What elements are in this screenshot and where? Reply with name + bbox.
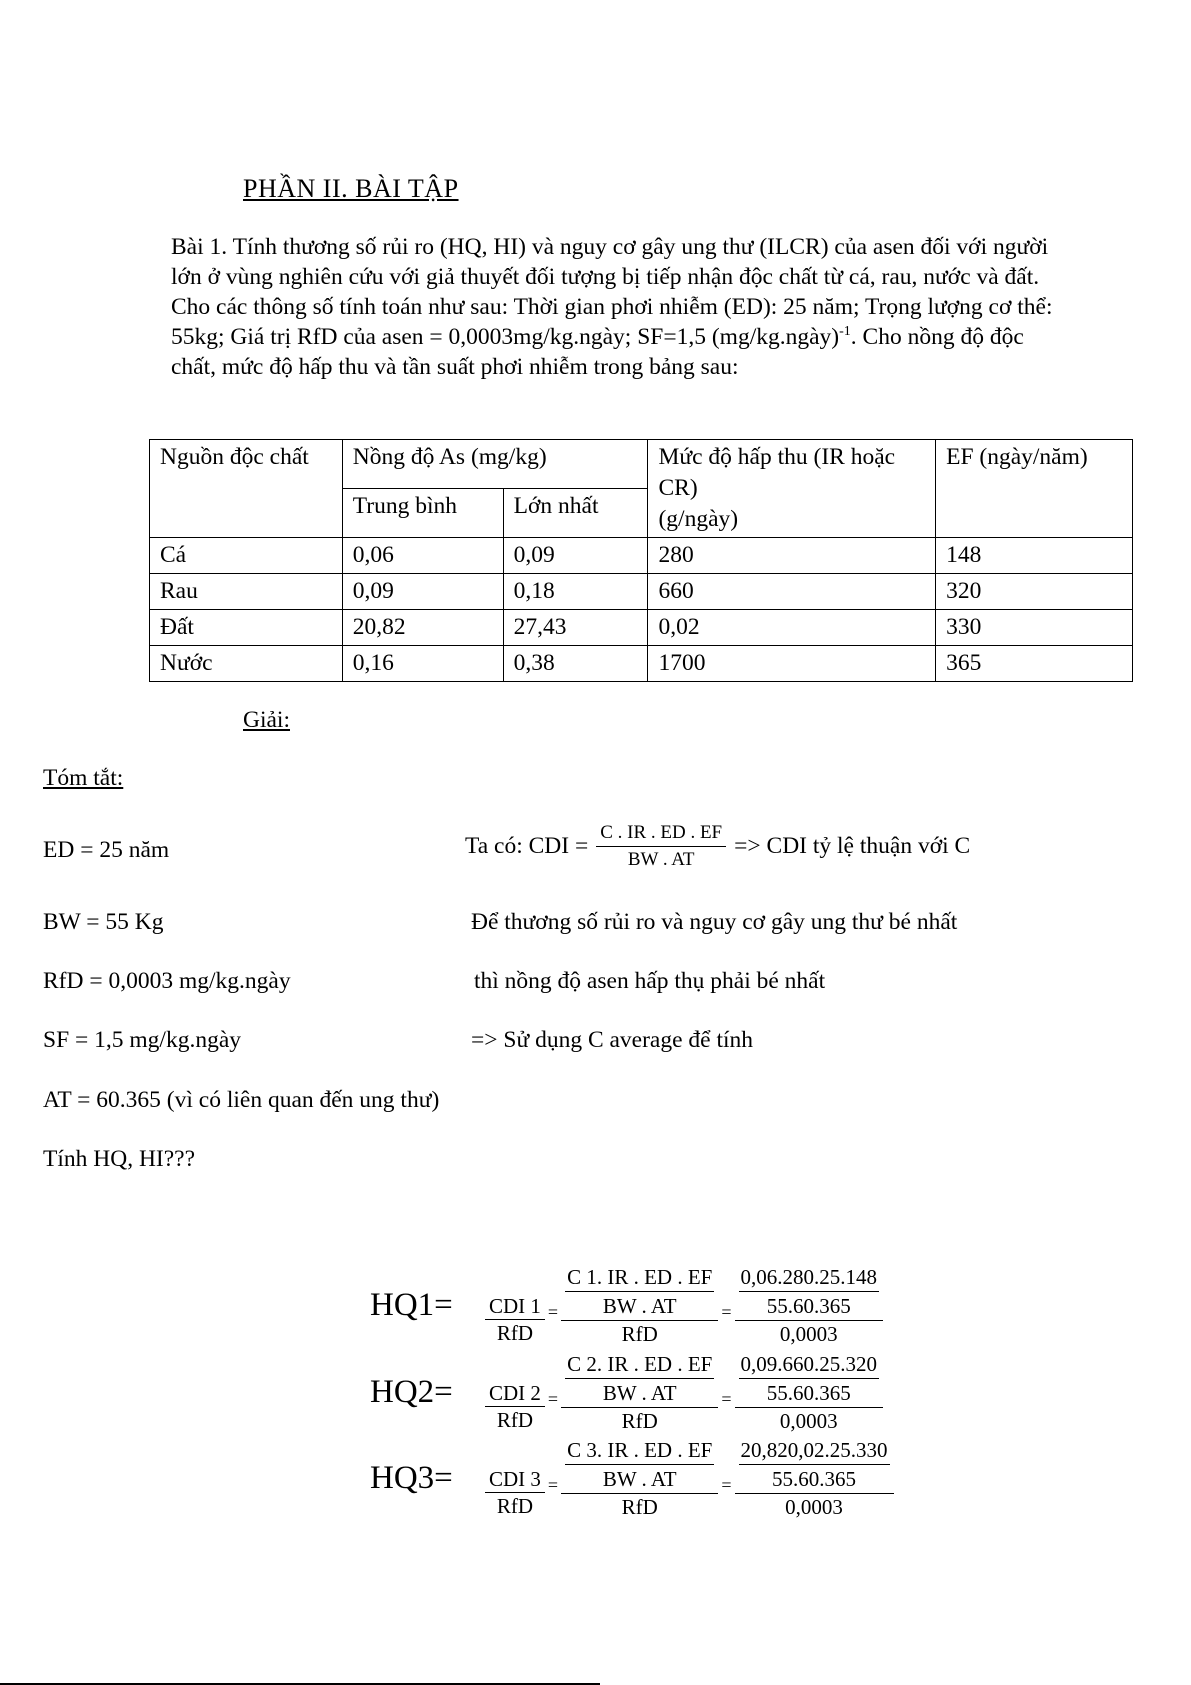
data-table: [149, 439, 1133, 682]
hq2-sym-den: BW . AT: [602, 1381, 677, 1405]
cell-avg: 0,06: [342, 538, 503, 574]
hq3-val-rfd: 0,0003: [785, 1495, 843, 1519]
cdi-formula: [465, 820, 970, 873]
header-intake-line2: CR): [658, 475, 698, 501]
cell-avg: 20,82: [342, 610, 503, 646]
header-intake-line1: Mức độ hấp thu (IR hoặc: [658, 444, 896, 470]
hq1-sym-rfd: RfD: [621, 1322, 658, 1346]
hq2-val-den: 55.60.365: [766, 1381, 851, 1405]
header-source: Nguồn độc chất: [150, 440, 343, 538]
note-line3: thì nồng độ asen hấp thụ phải bé nhất: [474, 968, 826, 994]
given-ask: Tính HQ, HI???: [43, 1146, 196, 1172]
hq3-val-num: 20,820,02.25.330: [739, 1436, 890, 1465]
table-row: [150, 538, 1133, 574]
hq3-val-den: 55.60.365: [772, 1467, 856, 1491]
cell-ir: 0,02: [648, 610, 936, 646]
hq2-sym-rfd: RfD: [621, 1409, 658, 1433]
cell-avg: 0,09: [342, 574, 503, 610]
cell-ir: 280: [648, 538, 936, 574]
hq3-sym-den: BW . AT: [602, 1467, 677, 1491]
hq1-val-num: 0,06.280.25.148: [739, 1263, 880, 1292]
hq3-rfd: RfD: [496, 1493, 534, 1518]
hq1-label: HQ1=: [370, 1287, 453, 1323]
cell-source: Đất: [150, 610, 343, 646]
cell-ef: 148: [936, 538, 1133, 574]
cell-avg: 0,16: [342, 646, 503, 682]
hq1-values: [735, 1263, 884, 1348]
table-row: [150, 574, 1133, 610]
problem-text: Bài 1. Tính thương số rủi ro (HQ, HI) và nguy cơ gây ung thư (ILCR) của asen đối với người lớn ở vùng nghiên cứu với giả thuyết đối tượng bị tiếp nhận độc chất từ cá, rau, nước và đất. Cho các thông số tính toán như sau: Thời gian phơi nhiễm (ED): 25 năm; Trọng lượng cơ thể: 55kg; Giá trị RfD của asen = 0,0003mg/kg.ngày; SF=1,5 (mg/kg.ngày): [171, 234, 1053, 350]
problem-superscript: -1: [839, 324, 851, 339]
hq2-equation: HQ2= CDI 2 RfD = $\frac{C 2. IR . ED . EF}{BW . AT}$ RfD = $\frac{\frac{0,09.660.25.320}{55.60.365}}{0,0003}$: [280, 1350, 883, 1435]
hq1-equation: HQ1= CDI 1 RfD = $\frac{C 1. IR . ED . EF}{BW . AT}$ RfD = $\frac{\frac{0,06.280.25.148}{55.60.365}}{0,0003}$: [280, 1263, 883, 1348]
table-row: [150, 646, 1133, 682]
hq2-cdi: CDI 2: [485, 1380, 545, 1407]
cell-ef: 330: [936, 610, 1133, 646]
given-ed: ED = 25 năm: [43, 837, 170, 863]
cell-source: Rau: [150, 574, 343, 610]
header-intake: [648, 440, 936, 538]
hq2-label: HQ2=: [370, 1374, 453, 1410]
hq2-cdi-frac: [485, 1380, 545, 1434]
header-concentration: Nồng độ As (mg/kg): [342, 440, 648, 489]
hq3-sym-num: C 3. IR . ED . EF: [565, 1436, 714, 1465]
hq1-cdi: CDI 1: [485, 1293, 545, 1320]
given-bw: BW = 55 Kg: [43, 909, 164, 935]
problem-text-after: . Cho nồng độ độc chất, mức độ hấp thu và tần suất phơi nhiễm trong bảng sau:: [171, 324, 1024, 380]
given-rfd: RfD = 0,0003 mg/kg.ngày: [43, 968, 291, 994]
hq1-rfd: RfD: [496, 1320, 534, 1345]
summary-label: Tóm tắt:: [43, 765, 124, 791]
hq1-symbolic: [561, 1263, 718, 1348]
cdi-suffix: => CDI tỷ lệ thuận với C: [734, 833, 971, 859]
header-intake-line3: (g/ngày): [658, 506, 739, 532]
hq1-sym-num: C 1. IR . ED . EF: [565, 1263, 714, 1292]
hq3-symbolic: [561, 1436, 718, 1521]
solution-label: Giải:: [243, 707, 290, 733]
header-avg: Trung bình: [342, 489, 503, 538]
hq3-cdi: CDI 3: [485, 1466, 545, 1493]
cell-ir: 1700: [648, 646, 936, 682]
given-sf: SF = 1,5 mg/kg.ngày: [43, 1027, 242, 1053]
header-max: Lớn nhất: [503, 489, 648, 538]
hq2-val-num: 0,09.660.25.320: [739, 1350, 880, 1379]
hq3-cdi-frac: [485, 1466, 545, 1520]
cdi-numerator: C . IR . ED . EF: [596, 820, 726, 847]
cdi-fraction: [596, 820, 726, 873]
table-header-row: [150, 440, 1133, 489]
cell-max: 27,43: [503, 610, 648, 646]
hq3-equation: HQ3= CDI 3 RfD = $\frac{C 3. IR . ED . EF}{BW . AT}$ RfD = $\frac{\frac{20,820,02.25.330}{55.60.365}}{0,0003}$: [280, 1436, 894, 1521]
given-at: AT = 60.365 (vì có liên quan đến ung thư): [43, 1087, 440, 1113]
hq2-rfd: RfD: [496, 1407, 534, 1432]
hq1-val-rfd: 0,0003: [779, 1322, 838, 1346]
hq3-values: [735, 1436, 894, 1521]
hq2-symbolic: [561, 1350, 718, 1435]
cdi-prefix: Ta có: CDI =: [465, 833, 589, 859]
hq3-label: HQ3=: [370, 1460, 453, 1496]
hq1-cdi-frac: [485, 1293, 545, 1347]
cdi-denominator: BW . AT: [627, 849, 695, 870]
hq1-sym-den: BW . AT: [602, 1294, 677, 1318]
hq2-sym-num: C 2. IR . ED . EF: [565, 1350, 714, 1379]
problem-statement: [171, 232, 1071, 382]
cell-source: Nước: [150, 646, 343, 682]
cell-max: 0,09: [503, 538, 648, 574]
cell-ef: 365: [936, 646, 1133, 682]
hq2-values: [735, 1350, 884, 1435]
cell-ef: 320: [936, 574, 1133, 610]
cell-max: 0,18: [503, 574, 648, 610]
note-line2: Để thương số rủi ro và nguy cơ gây ung thư bé nhất: [471, 909, 958, 935]
hq2-val-rfd: 0,0003: [779, 1409, 838, 1433]
hq1-val-den: 55.60.365: [766, 1294, 851, 1318]
section-title: PHẦN II. BÀI TẬP: [243, 174, 459, 203]
table-row: [150, 610, 1133, 646]
cell-source: Cá: [150, 538, 343, 574]
cell-ir: 660: [648, 574, 936, 610]
note-line4: => Sử dụng C average để tính: [471, 1027, 754, 1053]
hq3-sym-rfd: RfD: [621, 1495, 658, 1519]
cell-max: 0,38: [503, 646, 648, 682]
header-ef: EF (ngày/năm): [936, 440, 1133, 538]
